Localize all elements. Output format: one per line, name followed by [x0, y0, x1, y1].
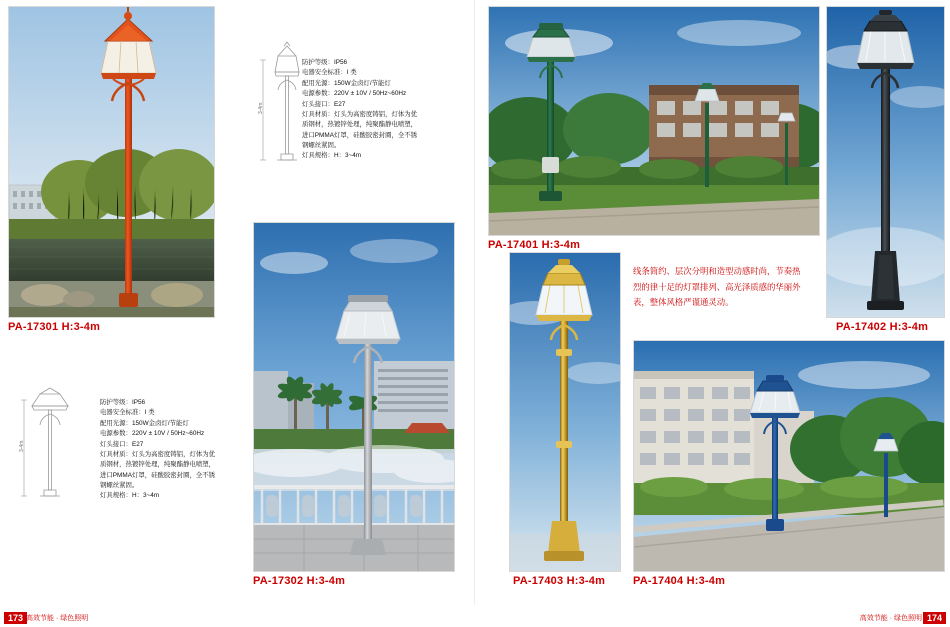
- caption-pa-17403: PA-17403 H:3-4m: [513, 575, 606, 587]
- spec-line: 灯具材质：灯头为高密度铸铝，灯体为优质钢材，热镀锌处理，纯聚酯静电喷塑，进口PMMA灯罩，硅酸胶密封圈，全不锈钢螺丝紧固。: [302, 110, 418, 149]
- spec-line: 灯头接口：E27: [100, 440, 144, 448]
- spec-line: 灯具材质：灯头为高密度铸铝，灯体为优质钢材，热镀锌处理，纯聚酯静电喷塑，进口PMMA灯罩，硅酸胶密封圈，全不锈钢螺丝紧固。: [100, 450, 216, 489]
- product-photo-pa-17402: [826, 6, 945, 318]
- spec-block-bottom: [100, 398, 218, 502]
- caption-pa-17302: PA-17302 H:3-4m: [253, 575, 346, 587]
- product-photo-pa-17302: [253, 222, 455, 572]
- footer-text-right: 高效节能 · 绿色照明: [859, 615, 922, 622]
- spec-line: 灯头接口：E27: [302, 100, 346, 108]
- line-drawing-lamp-2: [10, 380, 90, 510]
- svg-text:3-4m: 3-4m: [258, 102, 264, 114]
- spec-line: 配用光源：150W金卤灯/节能灯: [100, 419, 189, 427]
- spec-line: 电源参数：220V ± 10V / 50Hz~60Hz: [302, 90, 407, 98]
- spec-line: 电器安全标准：I 类: [302, 69, 357, 77]
- page-number-right: 174: [923, 612, 946, 624]
- spec-line: 电源参数：220V ± 10V / 50Hz~60Hz: [100, 430, 205, 438]
- footer-right: [475, 605, 950, 627]
- caption-pa-17401: PA-17401 H:3-4m: [488, 239, 581, 251]
- caption-pa-17404: PA-17404 H:3-4m: [633, 575, 726, 587]
- spec-line: 防护等级：IP56: [100, 399, 146, 406]
- footer-left: [0, 605, 475, 627]
- product-photo-pa-17404: [633, 340, 945, 572]
- spec-line: 电器安全标准：I 类: [100, 409, 155, 417]
- product-photo-pa-17301: [8, 6, 215, 318]
- spec-line: 灯具规格：H：3~4m: [302, 152, 362, 160]
- caption-pa-17402: PA-17402 H:3-4m: [836, 321, 929, 333]
- footer-text-left: 高效节能 · 绿色照明: [26, 615, 89, 622]
- promo-text: 线条简约、层次分明和造型动感时尚，节奏热烈的律十足的灯罩排列、高光泽质感的华丽外表，整体风格严谨通灵动。: [633, 266, 801, 308]
- spec-block-top: [302, 58, 420, 162]
- svg-text:3-4m: 3-4m: [19, 440, 25, 452]
- spec-line: 配用光源：150W金卤灯/节能灯: [302, 79, 391, 87]
- caption-pa-17301: PA-17301 H:3-4m: [8, 321, 101, 333]
- page-number-left: 173: [4, 612, 27, 624]
- spec-line: 防护等级：IP56: [302, 59, 348, 66]
- spec-line: 灯具规格：H：3~4m: [100, 492, 160, 500]
- product-photo-pa-17401: [488, 6, 820, 236]
- page-divider: [474, 0, 475, 605]
- product-photo-pa-17403: [509, 252, 621, 572]
